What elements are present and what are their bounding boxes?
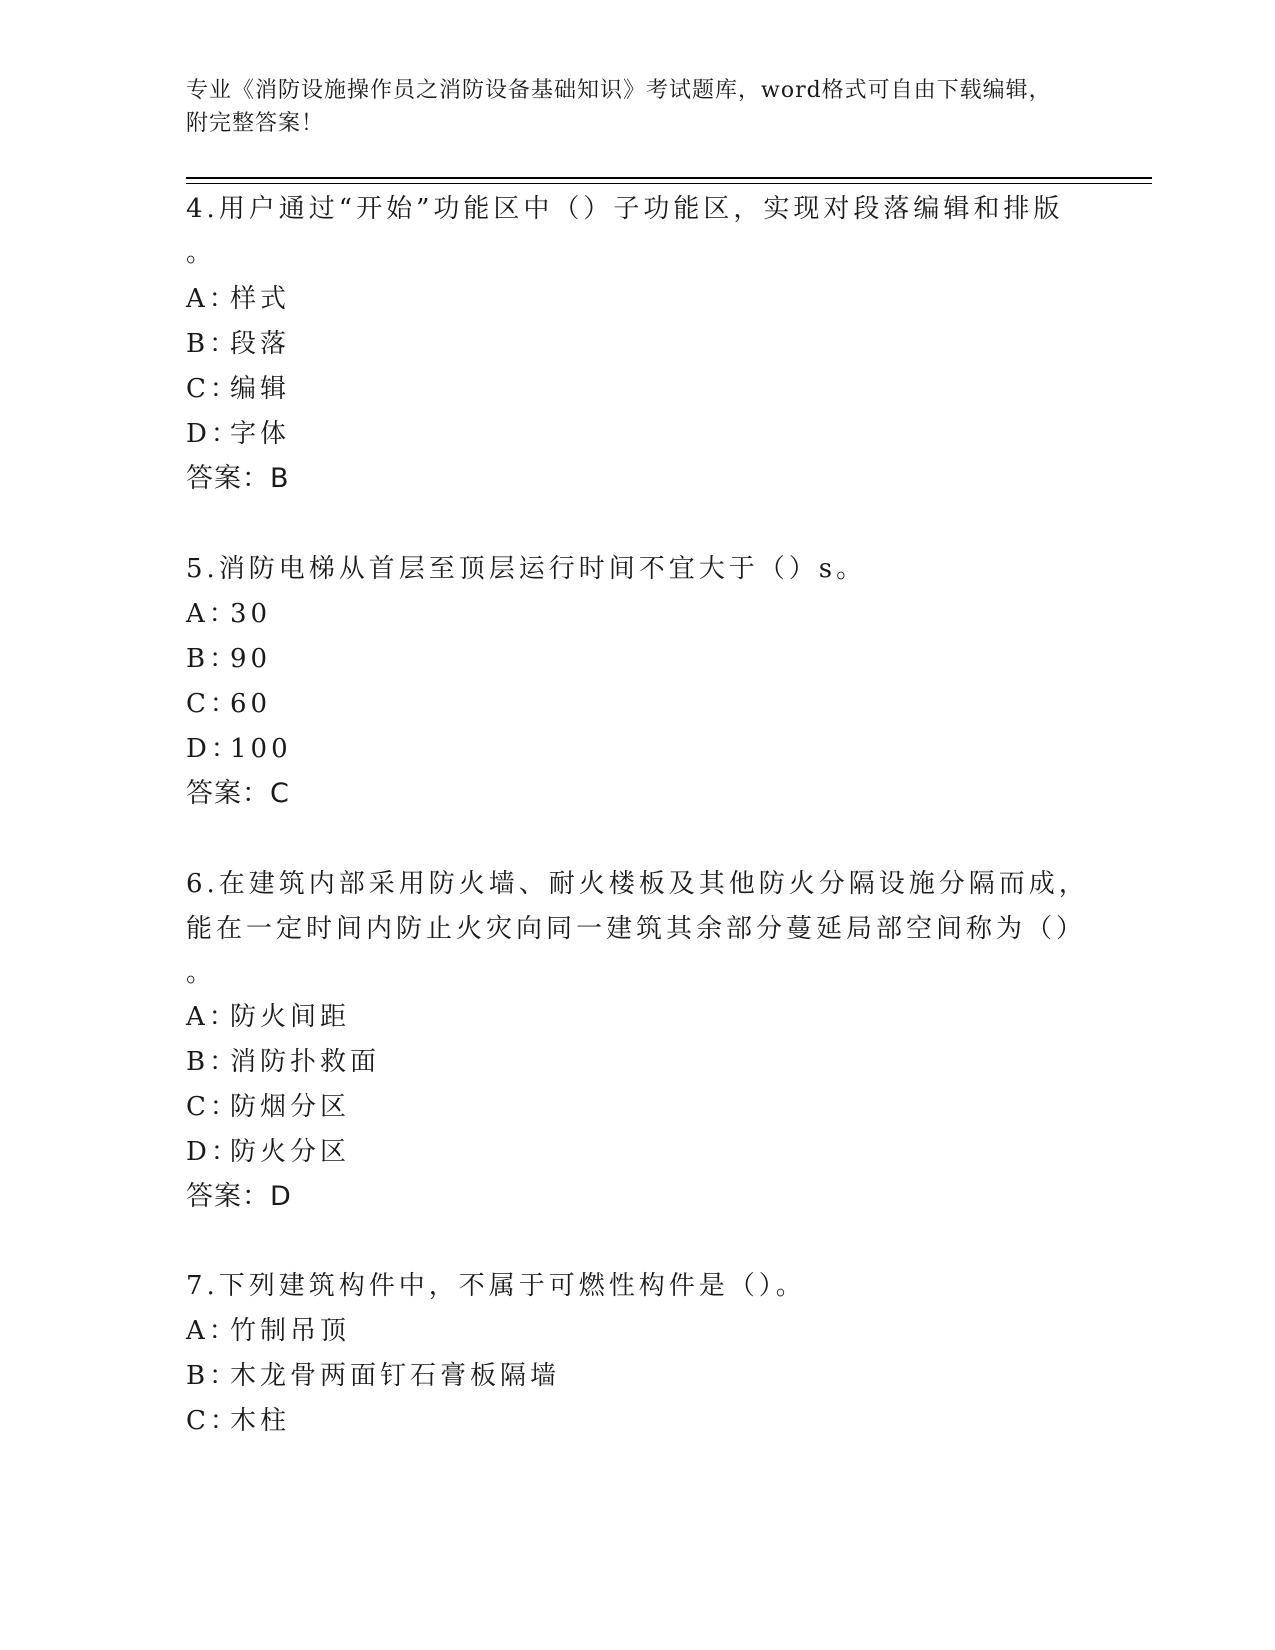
option-label: B： bbox=[186, 644, 240, 674]
option-label: C： bbox=[186, 1406, 240, 1436]
option-label: C： bbox=[186, 374, 240, 404]
option-text: 防烟分区 bbox=[230, 1092, 351, 1122]
question-6-stem-line-1: 6.在建筑内部采用防火墙、耐火楼板及其他防火分隔设施分隔而成， bbox=[186, 869, 1089, 899]
header-divider-thick bbox=[186, 177, 1152, 179]
question-5-stem-line-1: 5.消防电梯从首层至顶层运行时间不宜大于（）s。 bbox=[186, 554, 867, 584]
question-5-option-d bbox=[186, 736, 292, 762]
question-6-option-d bbox=[186, 1139, 350, 1165]
question-5-option-b bbox=[186, 646, 271, 672]
option-text: 90 bbox=[230, 644, 272, 674]
question-6-option-a bbox=[186, 1004, 350, 1030]
option-label: D： bbox=[186, 1137, 241, 1167]
document-header: 专业《消防设施操作员之消防设备基础知识》考试题库，word格式可自由下载编辑，附完整答案！ bbox=[186, 78, 1052, 136]
question-4-option-d bbox=[186, 421, 290, 447]
question-5-answer: 答案：C bbox=[186, 778, 290, 809]
question-4-option-a bbox=[186, 286, 290, 312]
question-7-option-a bbox=[186, 1318, 350, 1344]
question-5-option-c bbox=[186, 691, 271, 717]
header-divider-thin bbox=[186, 183, 1152, 184]
question-4-option-b bbox=[186, 331, 290, 357]
option-label: A： bbox=[186, 599, 239, 629]
question-6-stem-line-3: 。 bbox=[186, 958, 217, 988]
option-text: 木龙骨两面钉石膏板隔墙 bbox=[230, 1361, 561, 1391]
question-4-option-c bbox=[186, 376, 290, 402]
option-text: 60 bbox=[230, 689, 272, 719]
question-6-option-c bbox=[186, 1094, 350, 1120]
option-text: 防火间距 bbox=[230, 1002, 351, 1032]
option-text: 样式 bbox=[230, 284, 291, 314]
option-text: 100 bbox=[230, 734, 292, 764]
question-5-option-a bbox=[186, 601, 271, 627]
option-text: 防火分区 bbox=[230, 1137, 351, 1167]
option-label: D： bbox=[186, 419, 241, 449]
question-7-stem-line-1: 7.下列建筑构件中，不属于可燃性构件是（）。 bbox=[186, 1271, 806, 1301]
option-label: B： bbox=[186, 1361, 240, 1391]
option-text: 消防扑救面 bbox=[230, 1047, 381, 1077]
question-4-stem-line-1: 4.用户通过“开始”功能区中（）子功能区，实现对段落编辑和排版 bbox=[186, 194, 1064, 224]
option-text: 字体 bbox=[230, 419, 291, 449]
question-7-option-b bbox=[186, 1363, 560, 1389]
option-text: 段落 bbox=[230, 329, 291, 359]
option-label: C： bbox=[186, 689, 240, 719]
question-6-stem-line-2: 能在一定时间内防止火灾向同一建筑其余部分蔓延局部空间称为（） bbox=[186, 914, 1087, 944]
option-label: D： bbox=[186, 734, 241, 764]
question-6-answer: 答案：D bbox=[186, 1181, 292, 1212]
option-label: A： bbox=[186, 284, 239, 314]
question-7-option-c bbox=[186, 1408, 290, 1434]
option-label: A： bbox=[186, 1002, 239, 1032]
question-6-option-b bbox=[186, 1049, 380, 1075]
question-4-answer: 答案：B bbox=[186, 463, 290, 494]
option-text: 编辑 bbox=[230, 374, 291, 404]
option-text: 30 bbox=[230, 599, 272, 629]
option-label: C： bbox=[186, 1092, 240, 1122]
option-text: 竹制吊顶 bbox=[230, 1316, 351, 1346]
option-label: B： bbox=[186, 1047, 240, 1077]
option-label: A： bbox=[186, 1316, 239, 1346]
question-4-stem-line-2: 。 bbox=[186, 238, 217, 268]
option-text: 木柱 bbox=[230, 1406, 291, 1436]
option-label: B： bbox=[186, 329, 240, 359]
